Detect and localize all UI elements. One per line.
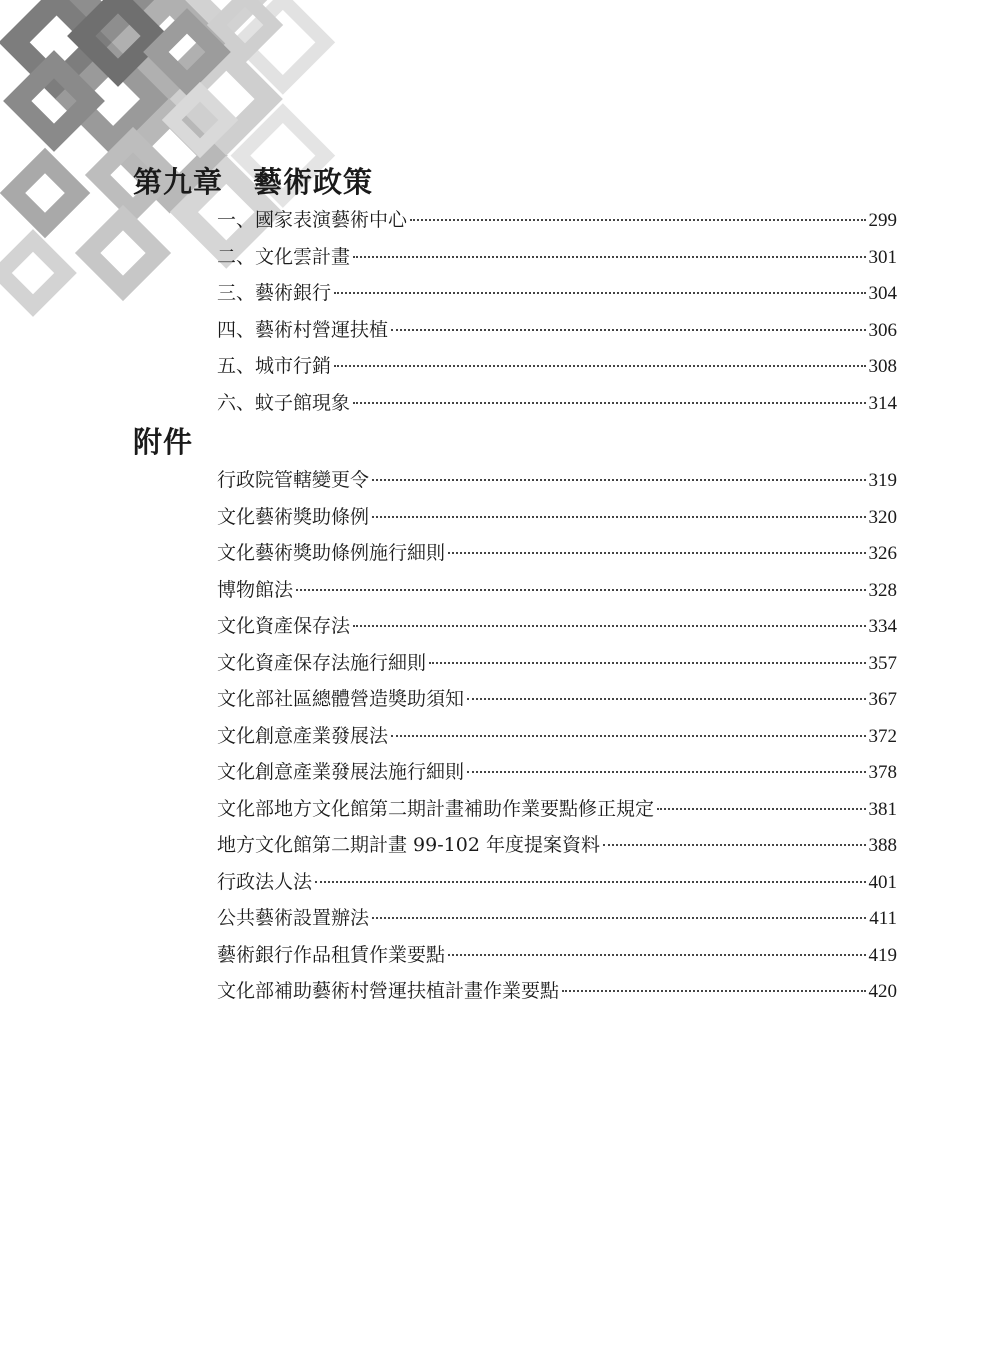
toc-entry-page: 372 [868,725,897,747]
chapter-heading [133,165,373,199]
toc-entry-title: 六、蚊子館現象 [217,391,351,414]
leader-dots [296,589,865,591]
toc-entry[interactable] [217,973,897,1010]
toc-entry[interactable] [217,385,897,422]
toc-entry[interactable] [217,827,897,864]
appendix-heading: 附件 [133,425,194,459]
toc-entry[interactable] [217,718,897,755]
toc-entry-page: 319 [868,470,897,491]
toc-entry-title: 文化藝術獎助條例 [217,505,370,528]
toc-entry-title: 地方文化館第二期計畫 99-102 年度提案資料 [217,834,600,856]
toc-entry[interactable] [217,499,897,536]
leader-dots [353,402,865,404]
toc-entry[interactable] [217,608,897,645]
chapter-toc-list [217,202,897,421]
toc-entry-title: 公共藝術設置辦法 [217,907,370,929]
toc-entry-page: 381 [868,798,897,820]
leader-dots [448,954,865,956]
leader-dots [391,329,865,331]
toc-entry-page: 401 [868,871,897,893]
toc-entry-page: 320 [868,506,897,528]
leader-dots [315,881,865,883]
toc-entry-title: 文化創意產業發展法 [217,724,389,747]
toc-entry-title: 二、文化雲計畫 [217,245,351,268]
appendix-toc-list [217,462,897,1010]
leader-dots [603,844,866,846]
leader-dots [334,365,865,367]
toc-entry-page: 308 [868,356,897,377]
toc-entry[interactable] [217,681,897,718]
toc-entry-title: 四、藝術村營運扶植 [217,318,389,341]
leader-dots [353,625,865,627]
toc-entry-title: 一、國家表演藝術中心 [217,209,408,231]
toc-entry[interactable] [217,535,897,572]
toc-entry[interactable] [217,239,897,276]
toc-entry-page: 388 [868,835,897,856]
chapter-label: 第九章 [133,165,224,199]
leader-dots [353,256,865,258]
toc-entry-page: 378 [868,762,897,783]
toc-entry[interactable] [217,937,897,974]
toc-entry-title: 文化資產保存法施行細則 [217,651,427,674]
leader-dots [467,698,865,700]
toc-entry-title: 三、藝術銀行 [217,282,332,304]
leader-dots [372,516,865,518]
leader-dots [429,662,865,664]
toc-entry[interactable] [217,645,897,682]
toc-entry[interactable] [217,900,897,937]
toc-entry-page: 367 [868,689,897,710]
toc-entry-title: 文化創意產業發展法施行細則 [217,761,465,783]
toc-entry-title: 文化部地方文化館第二期計畫補助作業要點修正規定 [217,797,655,820]
toc-entry[interactable] [217,275,897,312]
toc-entry-title: 文化資產保存法 [217,615,351,637]
leader-dots [467,771,865,773]
toc-entry-page: 314 [868,392,897,414]
leader-dots [391,735,865,737]
toc-entry-page: 306 [868,319,897,341]
toc-entry-page: 304 [868,283,897,304]
toc-entry-page: 299 [868,210,897,231]
leader-dots [372,917,866,919]
leader-dots [372,479,865,481]
toc-entry-title: 文化藝術獎助條例施行細則 [217,542,446,564]
chapter-title: 藝術政策 [253,165,374,199]
leader-dots [410,219,865,221]
leader-dots [657,808,865,810]
toc-entry-title: 文化部社區總體營造獎助須知 [217,688,465,710]
toc-entry[interactable] [217,754,897,791]
toc-entry[interactable] [217,572,897,609]
toc-entry-title: 行政院管轄變更令 [217,469,370,491]
toc-entry[interactable] [217,202,897,239]
toc-entry[interactable] [217,312,897,349]
leader-dots [562,990,865,992]
leader-dots [334,292,865,294]
toc-entry-title: 文化部補助藝術村營運扶植計畫作業要點 [217,980,560,1002]
toc-entry-page: 419 [868,944,897,966]
toc-entry[interactable] [217,791,897,828]
toc-entry-page: 334 [868,616,897,637]
toc-entry-page: 301 [868,246,897,268]
toc-entry-title: 博物館法 [217,578,294,601]
toc-entry-title: 五、城市行銷 [217,355,332,377]
toc-entry-page: 420 [868,981,897,1002]
toc-entry[interactable] [217,348,897,385]
toc-entry-title: 行政法人法 [217,870,313,893]
toc-entry-page: 326 [868,543,897,564]
toc-entry-page: 328 [868,579,897,601]
leader-dots [448,552,865,554]
toc-entry-title: 藝術銀行作品租賃作業要點 [217,943,446,966]
toc-entry[interactable] [217,864,897,901]
toc-entry[interactable] [217,462,897,499]
toc-entry-page: 411 [869,908,897,929]
toc-entry-page: 357 [868,652,897,674]
